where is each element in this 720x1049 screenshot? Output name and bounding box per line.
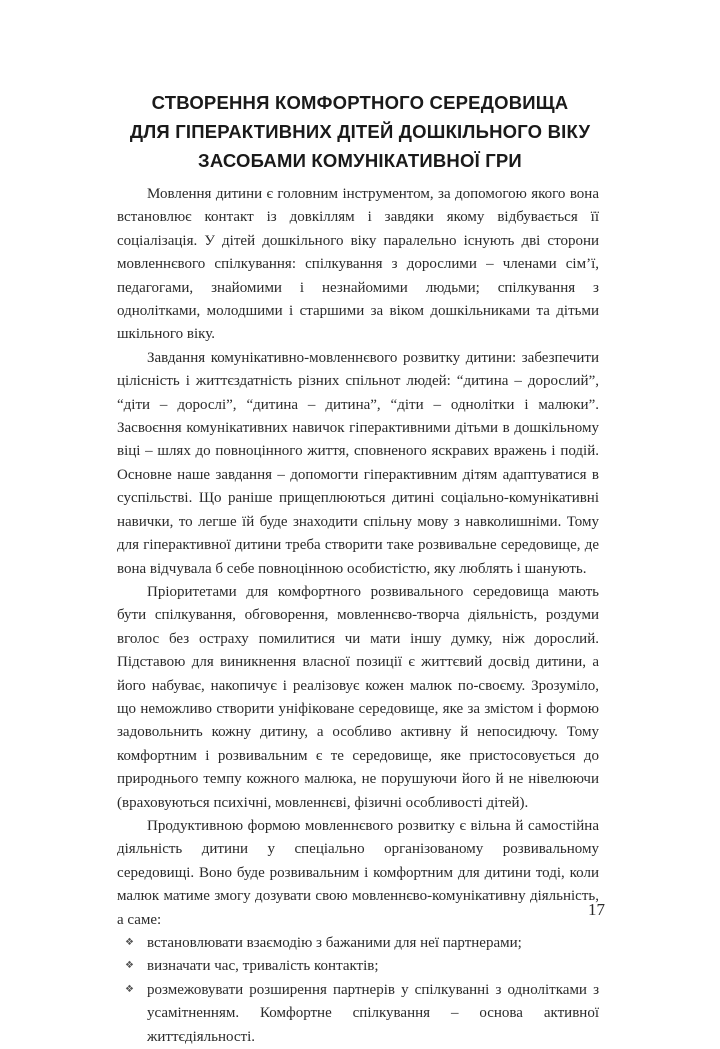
bullet-text: розмежовувати розширення партнерів у спілкуванні з однолітками з усамітненням. Комфортне спілкування – основа активної життєдіяльності. — [147, 981, 599, 1045]
bullet-item — [117, 979, 599, 1049]
title-line-3: ЗАСОБАМИ КОМУНІКАТИВНОЇ ГРИ — [198, 150, 522, 171]
diamond-bullet-icon: ❖ — [125, 960, 134, 972]
page-title — [100, 88, 620, 175]
bullet-list — [117, 932, 599, 1049]
page-number: 17 — [588, 900, 605, 919]
body-text — [117, 183, 599, 1049]
bullet-item — [117, 932, 599, 955]
bullet-item — [117, 955, 599, 978]
bullet-text: визначати час, тривалість контактів; — [147, 958, 379, 975]
title-line-1: СТВОРЕННЯ КОМФОРТНОГО СЕРЕДОВИЩА — [151, 92, 569, 113]
bullet-text: встановлювати взаємодію з бажаними для неї партнерами; — [147, 935, 522, 951]
paragraph-4: Продуктивною формою мовленнєвого розвитку є вільна й самостійна діяльність дитини у спеціально організованому розвивальному середовищі. Воно буде розвивальним і комфортним для дитини тоді, коли малюк матиме змогу дозувати свою мовленнєво-комунікативну діяльність, а саме: — [117, 817, 599, 928]
paragraph-3: Пріоритетами для комфортного розвивального середовища мають бути спілкування, обговорення, мовленнєво-творча діяльність, роздуми вголос без остраху помилитися чи мати іншу думку, ніж дорослий. Підставою для виникнення власної позиції є життєвий досвід дитини, а його набуває, накопичує і реалізовує кожен малюк по-своєму. Зрозуміло, що неможливо створити уніфіковане середовище, яке за змістом і формою задовольнить кожну дитину, а особливо активну й непосидючу. Тому комфортним і розвивальним є те середовище, яке пристосовується до природнього темпу кожного малюка, не порушуючи його й не нівелюючи (враховуються психічні, мовленнєві, фізичні особливості дітей). — [117, 583, 599, 811]
diamond-bullet-icon: ❖ — [125, 983, 134, 995]
diamond-bullet-icon: ❖ — [125, 937, 134, 948]
paragraph-1: Мовлення дитини є головним інструментом, за допомогою якого вона встановлює контакт із довкіллям і завдяки якому відбувається її соціалізація. У дітей дошкільного віку паралельно існують дві сторони мовленнєвого спілкування: спілкування з дорослими – членами сім’ї, педагогами, знайомими і незнайомими людьми; спілкування з однолітками, молодшими і старшими за віком дошкільниками та дітьми шкільного віку. — [117, 186, 599, 343]
title-line-2: ДЛЯ ГІПЕРАКТИВНИХ ДІТЕЙ ДОШКІЛЬНОГО ВІКУ — [129, 121, 591, 142]
paragraph-2: Завдання комунікативно-мовленнєвого розвитку дитини: забезпечити цілісність і життєздатність різних спільнот людей: “дитина – дорослий”, “діти – дорослі”, “дитина – дитина”, “діти – однолітки і малюки”. Засвоєння комунікативних навичок гіперактивними дітьми в дошкільному віці – шлях до повноцінного життя, сповненого яскравих вражень і подій. Основне наше завдання – допомогти гіперактивним дітям адаптуватися в суспільстві. Що раніше прищеплюються дитині соціально-комунікативні навички, то легше їй буде знаходити спільну мову з навколишніми. Тому для гіперактивної дитини треба створити таке розвивальне середовище, де вона відчувала б себе повноцінною особистістю, яку люблять і шанують. — [117, 349, 599, 577]
